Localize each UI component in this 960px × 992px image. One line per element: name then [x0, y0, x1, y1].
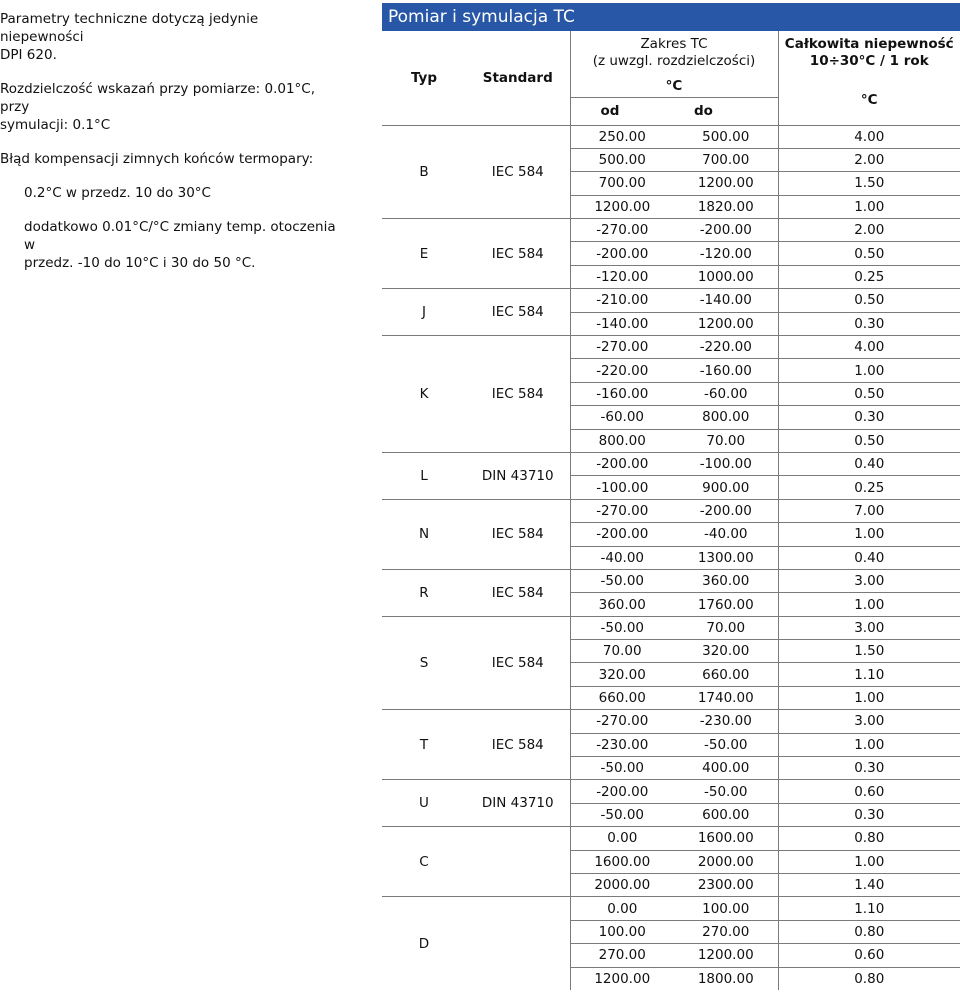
header-do: do: [674, 97, 778, 125]
cell-od: -210.00: [570, 289, 674, 312]
cell-do: 1200.00: [674, 944, 778, 967]
table-row: [382, 219, 960, 242]
cell-od: -220.00: [570, 359, 674, 382]
cell-standard: IEC 584: [466, 710, 570, 780]
note-line: przedz. -10 do 10°C i 30 do 50 °C.: [24, 255, 256, 271]
cell-typ: N: [382, 499, 466, 569]
header-od: od: [570, 97, 674, 125]
cell-do: 800.00: [674, 406, 778, 429]
cell-od: -60.00: [570, 406, 674, 429]
cell-standard: IEC 584: [466, 616, 570, 710]
cell-uncertainty: 1.40: [778, 874, 960, 897]
cell-do: 500.00: [674, 125, 778, 148]
cell-standard: IEC 584: [466, 125, 570, 219]
cell-uncertainty: 3.00: [778, 616, 960, 639]
cell-uncertainty: 1.00: [778, 686, 960, 709]
cell-do: 1200.00: [674, 312, 778, 335]
cell-uncertainty: 2.00: [778, 219, 960, 242]
cell-standard: DIN 43710: [466, 452, 570, 499]
cell-uncertainty: 1.00: [778, 593, 960, 616]
cell-od: 360.00: [570, 593, 674, 616]
cell-typ: B: [382, 125, 466, 219]
cell-uncertainty: 0.50: [778, 289, 960, 312]
cell-do: -140.00: [674, 289, 778, 312]
table-row: [382, 710, 960, 733]
cell-do: -230.00: [674, 710, 778, 733]
cell-uncertainty: 3.00: [778, 710, 960, 733]
cell-uncertainty: 1.00: [778, 523, 960, 546]
cell-uncertainty: 1.50: [778, 172, 960, 195]
cell-uncertainty: 0.25: [778, 265, 960, 288]
header-uncertainty: [778, 31, 960, 75]
cell-od: 1600.00: [570, 850, 674, 873]
cell-standard: IEC 584: [466, 219, 570, 289]
note-line: Rozdzielczość wskazań przy pomiarze: 0.01°C, przy: [0, 81, 316, 115]
cell-typ: R: [382, 569, 466, 616]
cell-do: -40.00: [674, 523, 778, 546]
cell-standard: DIN 43710: [466, 780, 570, 827]
cell-do: 2300.00: [674, 874, 778, 897]
cell-do: 1200.00: [674, 172, 778, 195]
cell-od: 320.00: [570, 663, 674, 686]
cell-uncertainty: 0.30: [778, 803, 960, 826]
cell-od: 2000.00: [570, 874, 674, 897]
cell-uncertainty: 0.80: [778, 920, 960, 943]
cell-do: -220.00: [674, 336, 778, 359]
cell-od: 250.00: [570, 125, 674, 148]
cell-od: 500.00: [570, 148, 674, 171]
cell-do: -200.00: [674, 219, 778, 242]
tc-panel: [382, 3, 960, 990]
cell-do: -100.00: [674, 452, 778, 475]
cell-do: 1800.00: [674, 967, 778, 990]
cell-uncertainty: 4.00: [778, 125, 960, 148]
cell-do: 1820.00: [674, 195, 778, 218]
cell-standard: IEC 584: [466, 289, 570, 336]
cell-typ: J: [382, 289, 466, 336]
header-uncertainty-unit: °C: [860, 91, 878, 108]
cell-typ: L: [382, 452, 466, 499]
cell-uncertainty: 0.30: [778, 312, 960, 335]
cell-uncertainty: 0.40: [778, 452, 960, 475]
header-typ: Typ: [410, 69, 438, 86]
cell-do: 1600.00: [674, 827, 778, 850]
cell-uncertainty: 0.40: [778, 546, 960, 569]
cell-od: -50.00: [570, 757, 674, 780]
cell-uncertainty: 0.60: [778, 780, 960, 803]
table-row: [382, 616, 960, 639]
cell-od: -120.00: [570, 265, 674, 288]
cell-od: -50.00: [570, 616, 674, 639]
cell-standard: IEC 584: [466, 569, 570, 616]
header-range-unit: °C: [570, 75, 778, 97]
note-line: Parametry techniczne dotyczą jedynie niepewności: [0, 11, 259, 45]
note-line: DPI 620.: [0, 47, 57, 63]
cell-uncertainty: 1.00: [778, 195, 960, 218]
header-range-line2: (z uwzgl. rozdzielczości): [592, 53, 756, 69]
cell-standard: [466, 897, 570, 991]
cell-uncertainty: 0.30: [778, 757, 960, 780]
cell-typ: U: [382, 780, 466, 827]
cell-uncertainty: 0.50: [778, 242, 960, 265]
cell-od: -50.00: [570, 569, 674, 592]
cell-do: 320.00: [674, 640, 778, 663]
cell-od: -200.00: [570, 242, 674, 265]
cell-do: -120.00: [674, 242, 778, 265]
cell-od: 0.00: [570, 897, 674, 920]
table-row: [382, 897, 960, 920]
cell-od: -270.00: [570, 499, 674, 522]
cell-do: 70.00: [674, 429, 778, 452]
table-row: [382, 499, 960, 522]
cell-uncertainty: 0.60: [778, 944, 960, 967]
cell-od: 270.00: [570, 944, 674, 967]
cell-uncertainty: 1.00: [778, 850, 960, 873]
cell-do: 1300.00: [674, 546, 778, 569]
cell-od: -200.00: [570, 452, 674, 475]
cell-od: 70.00: [570, 640, 674, 663]
cell-do: 400.00: [674, 757, 778, 780]
cell-typ: K: [382, 336, 466, 453]
cell-od: -200.00: [570, 523, 674, 546]
cell-do: 600.00: [674, 803, 778, 826]
cell-do: -60.00: [674, 382, 778, 405]
cell-typ: D: [382, 897, 466, 991]
header-uncertainty-line2: 10÷30°C / 1 rok: [809, 53, 929, 69]
cell-uncertainty: 2.00: [778, 148, 960, 171]
cell-od: -200.00: [570, 780, 674, 803]
cell-od: -230.00: [570, 733, 674, 756]
cell-do: -160.00: [674, 359, 778, 382]
header-uncertainty-line1: Całkowita niepewność: [784, 36, 954, 52]
cell-typ: C: [382, 827, 466, 897]
cell-uncertainty: 0.30: [778, 406, 960, 429]
table-row: [382, 289, 960, 312]
cell-typ: S: [382, 616, 466, 710]
cell-uncertainty: 0.80: [778, 827, 960, 850]
table-row: [382, 452, 960, 475]
cell-od: 100.00: [570, 920, 674, 943]
cell-do: 660.00: [674, 663, 778, 686]
cell-od: 1200.00: [570, 195, 674, 218]
cell-do: 360.00: [674, 569, 778, 592]
cell-od: -270.00: [570, 219, 674, 242]
table-row: [382, 780, 960, 803]
cell-uncertainty: 0.50: [778, 429, 960, 452]
cell-do: 1740.00: [674, 686, 778, 709]
cell-od: 700.00: [570, 172, 674, 195]
cell-od: 0.00: [570, 827, 674, 850]
cell-od: -40.00: [570, 546, 674, 569]
cell-uncertainty: 0.50: [778, 382, 960, 405]
table-row: [382, 827, 960, 850]
note-line: dodatkowo 0.01°C/°C zmiany temp. otoczenia w: [24, 219, 336, 253]
cell-od: -50.00: [570, 803, 674, 826]
cell-standard: [466, 827, 570, 897]
cell-typ: T: [382, 710, 466, 780]
cell-od: 1200.00: [570, 967, 674, 990]
cell-od: -270.00: [570, 710, 674, 733]
cell-standard: IEC 584: [466, 336, 570, 453]
cell-do: 2000.00: [674, 850, 778, 873]
cell-od: -140.00: [570, 312, 674, 335]
cell-uncertainty: 1.00: [778, 359, 960, 382]
table-row: [382, 125, 960, 148]
note-line: Błąd kompensacji zimnych końców termopary:: [0, 151, 314, 167]
cell-od: 800.00: [570, 429, 674, 452]
cell-uncertainty: 3.00: [778, 569, 960, 592]
cell-uncertainty: 7.00: [778, 499, 960, 522]
note-line: 0.2°C w przedz. 10 do 30°C: [24, 185, 211, 201]
cell-do: 100.00: [674, 897, 778, 920]
cell-do: 900.00: [674, 476, 778, 499]
cell-do: 1760.00: [674, 593, 778, 616]
tc-table: [382, 31, 960, 990]
panel-title: Pomiar i symulacja TC: [382, 3, 960, 31]
cell-do: -50.00: [674, 733, 778, 756]
cell-do: -50.00: [674, 780, 778, 803]
cell-standard: IEC 584: [466, 499, 570, 569]
cell-od: -100.00: [570, 476, 674, 499]
cell-od: -160.00: [570, 382, 674, 405]
cell-uncertainty: 0.80: [778, 967, 960, 990]
cell-do: -200.00: [674, 499, 778, 522]
cell-typ: E: [382, 219, 466, 289]
cell-uncertainty: 1.00: [778, 733, 960, 756]
cell-do: 700.00: [674, 148, 778, 171]
cell-uncertainty: 1.10: [778, 897, 960, 920]
cell-od: -270.00: [570, 336, 674, 359]
cell-do: 70.00: [674, 616, 778, 639]
header-range-line1: Zakres TC: [640, 36, 708, 52]
cell-do: 1000.00: [674, 265, 778, 288]
cell-od: 660.00: [570, 686, 674, 709]
cell-uncertainty: 4.00: [778, 336, 960, 359]
header-range: [570, 31, 778, 75]
cell-do: 270.00: [674, 920, 778, 943]
cell-uncertainty: 0.25: [778, 476, 960, 499]
note-line: symulacji: 0.1°C: [0, 117, 111, 133]
table-row: [382, 569, 960, 592]
cell-uncertainty: 1.50: [778, 640, 960, 663]
notes-section: [0, 10, 345, 272]
table-row: [382, 336, 960, 359]
cell-uncertainty: 1.10: [778, 663, 960, 686]
header-standard: Standard: [466, 31, 570, 125]
